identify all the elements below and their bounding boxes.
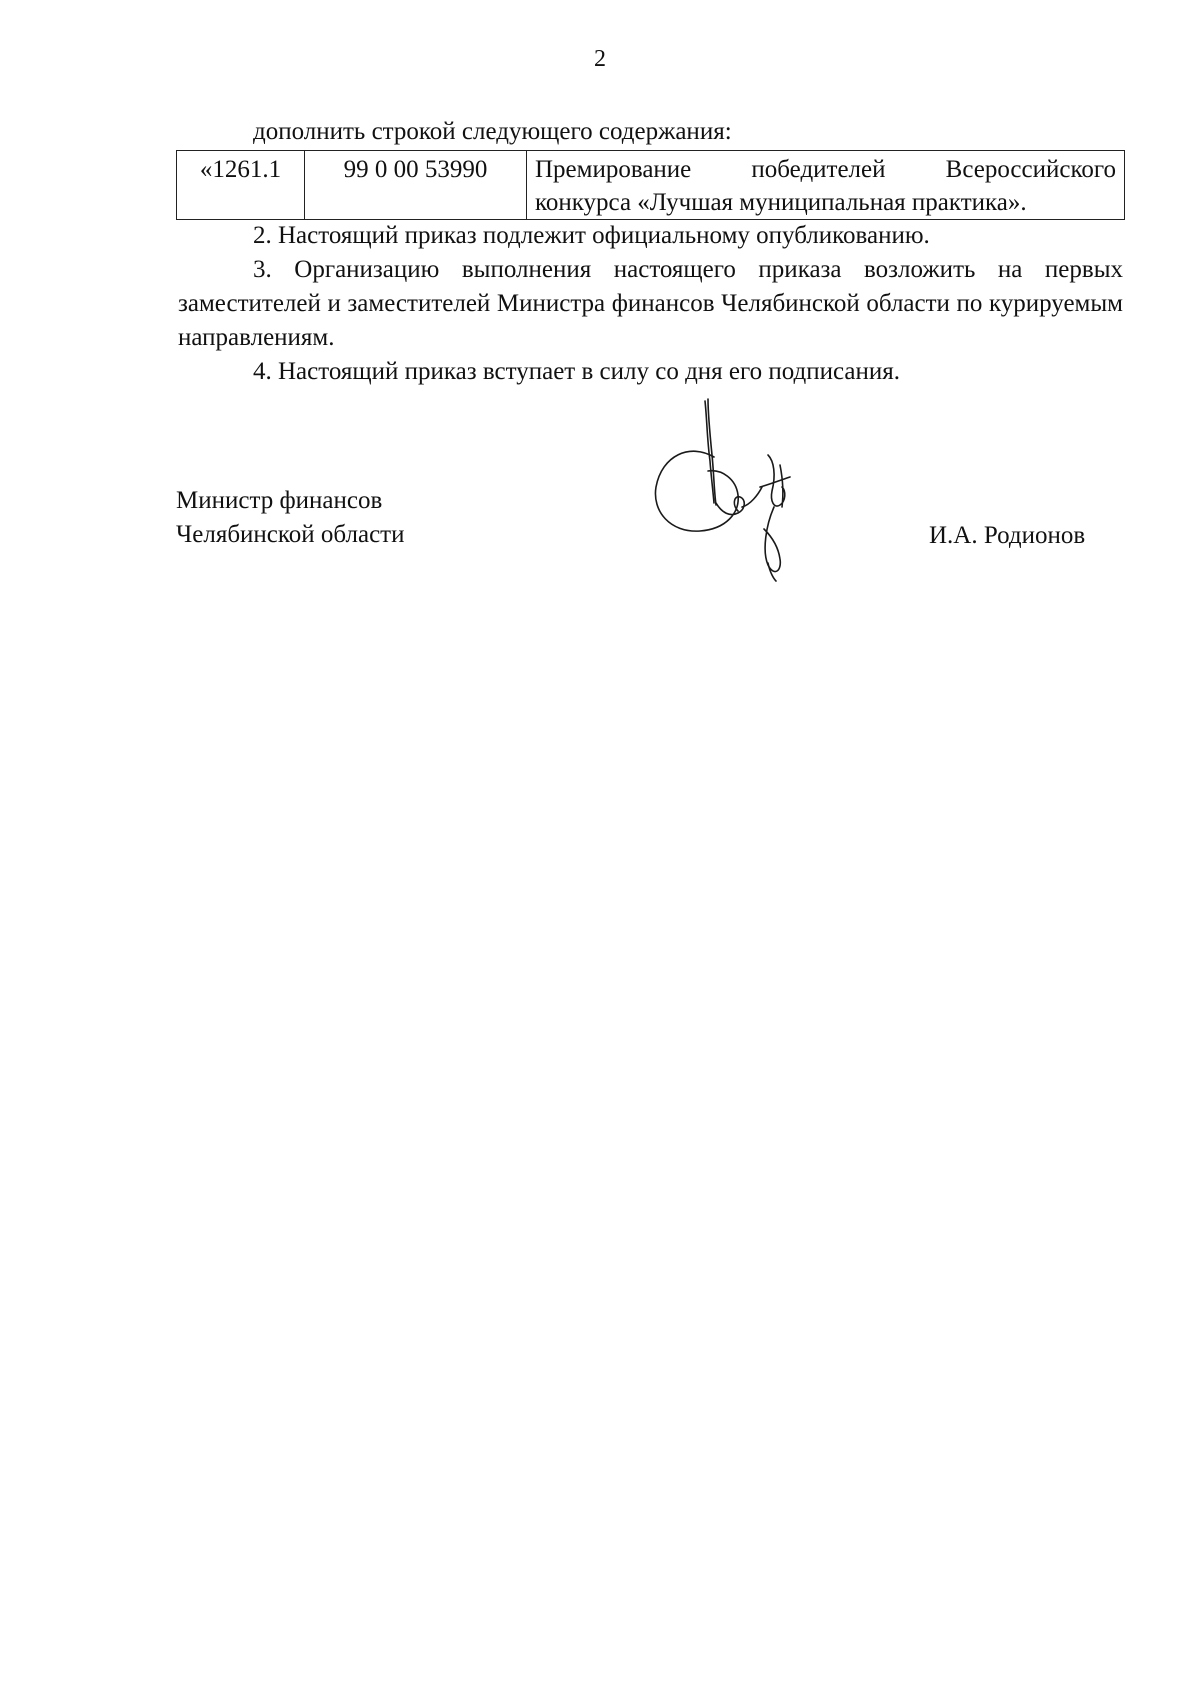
paragraph-publication: 2. Настоящий приказ подлежит официальному опубликованию. [253, 222, 930, 249]
order-paragraphs [178, 219, 1123, 389]
position-line-1: Министр финансов [176, 487, 383, 514]
handwritten-signature [650, 395, 850, 615]
intro-line: дополнить строкой следующего содержания: [253, 118, 732, 145]
budget-codes-table [176, 150, 1125, 220]
description-line-2: конкурса «Лучшая муниципальная практика». [535, 189, 1027, 216]
signatory-position [176, 484, 404, 552]
description-word: Всероссийского [945, 156, 1116, 183]
page-number: 2 [594, 46, 606, 72]
table-row [177, 151, 1125, 220]
position-line-2: Челябинской области [176, 521, 405, 548]
description-word: Премирование [535, 156, 692, 183]
classification-code-cell: 99 0 00 53990 [305, 151, 527, 220]
paragraph-responsibility: 3. Организацию выполнения настоящего приказа возложить на первых заместителей и заместителей Министра финансов Челябинской области по курируемым направлениям. [178, 256, 1123, 351]
signatory-name: И.А. Родионов [929, 522, 1086, 549]
row-number-cell: «1261.1 [177, 151, 305, 220]
description-cell [527, 151, 1125, 220]
description-line-1 [535, 153, 1116, 186]
paragraph-effective-date: 4. Настоящий приказ вступает в силу со дня его подписания. [253, 358, 901, 385]
description-word: победителей [751, 156, 886, 183]
